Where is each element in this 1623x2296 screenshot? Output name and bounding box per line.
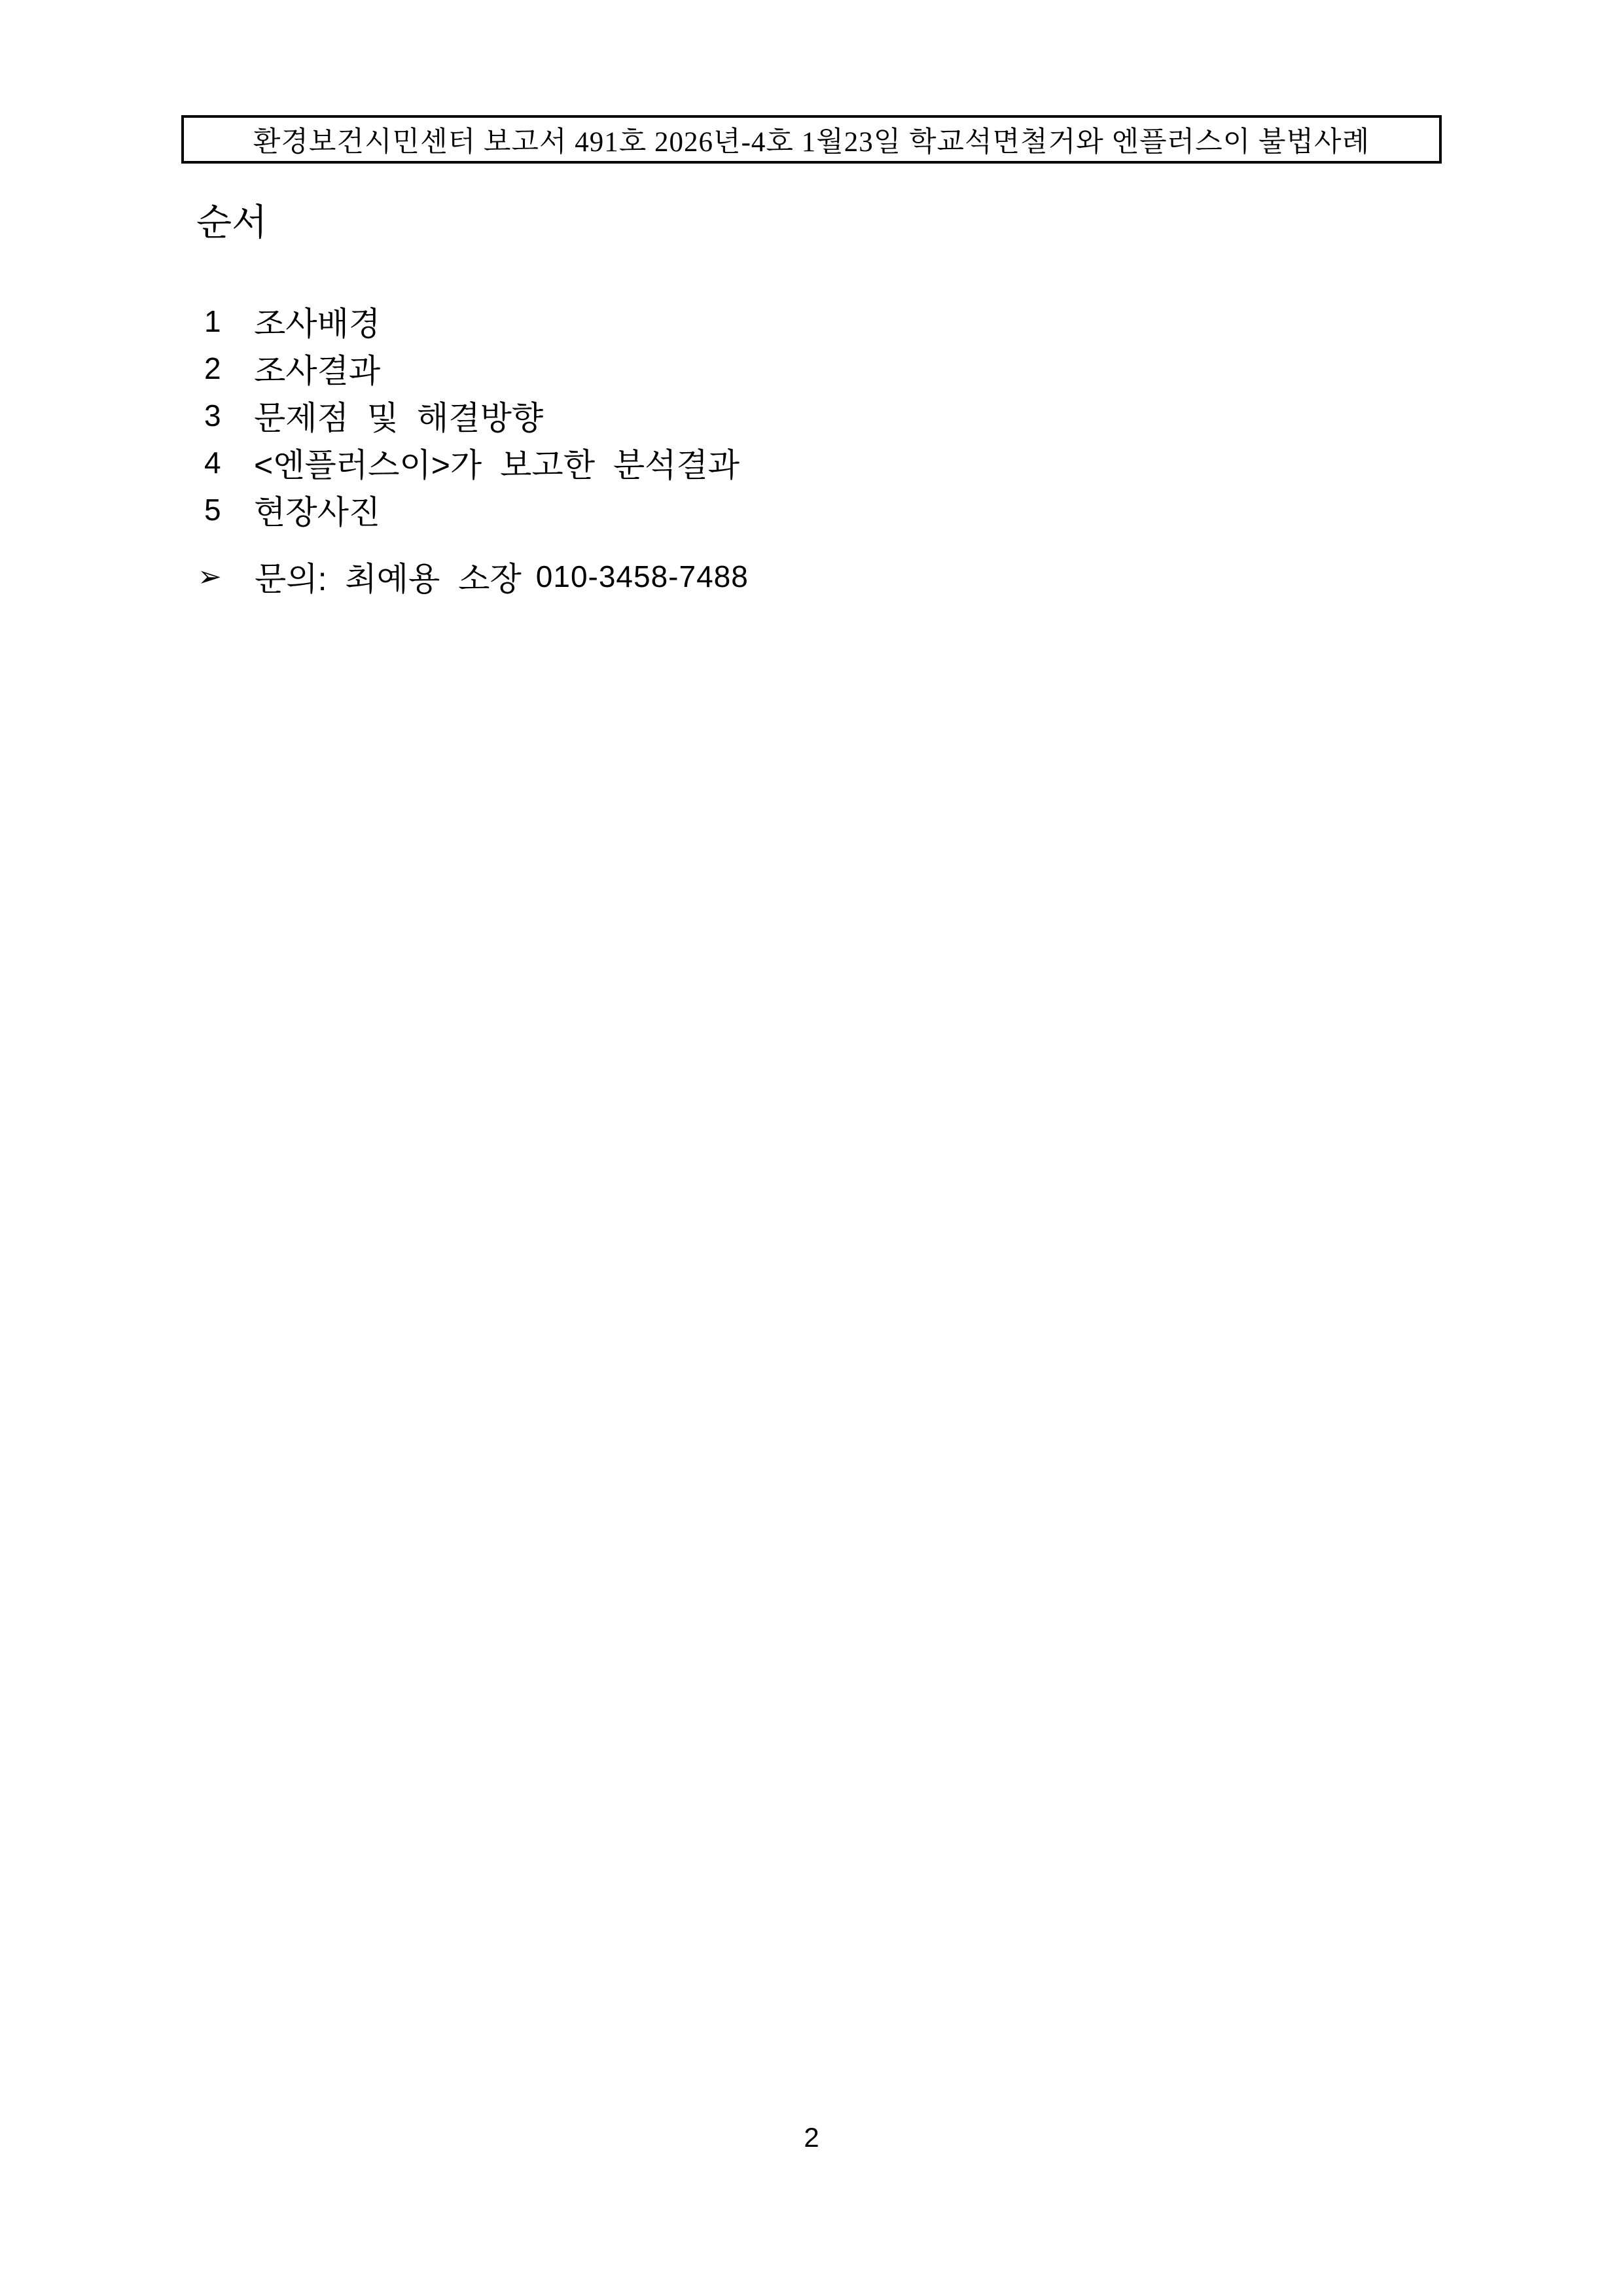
page-number: 2 [804, 2122, 819, 2153]
toc-item-label: 현장사진 [254, 494, 381, 531]
arrowhead-bullet-icon: ➢ [198, 560, 222, 593]
toc-item [204, 345, 740, 392]
report-header-title: 환경보건시민센터 보고서 491호 2026년-4호 1월23일 학교석면철거와 엔플러스이 불법사례 [253, 126, 1370, 158]
toc-item [204, 439, 740, 486]
toc-heading: 순서 [196, 202, 268, 243]
toc-item-number: 3 [204, 398, 221, 433]
contact-line [198, 553, 749, 600]
report-header-box [181, 115, 1442, 164]
toc-item-number: 2 [204, 351, 221, 385]
toc-item-label: <엔플러스이>가 보고한 분석결과 [254, 447, 740, 484]
toc-item [204, 298, 740, 345]
contact-text: 문의: 최예용 소장 [255, 561, 522, 597]
toc-item-label: 문제점 및 해결방향 [254, 400, 544, 436]
toc-item-number: 4 [204, 446, 221, 480]
toc-item [204, 486, 740, 533]
toc-list [204, 298, 740, 533]
toc-item-label: 조사배경 [254, 306, 381, 342]
toc-item-label: 조사결과 [254, 353, 381, 389]
toc-item [204, 392, 740, 439]
contact-phone: 010-3458-7488 [535, 559, 749, 593]
toc-item-number: 5 [204, 493, 221, 527]
toc-item-number: 1 [204, 304, 221, 338]
